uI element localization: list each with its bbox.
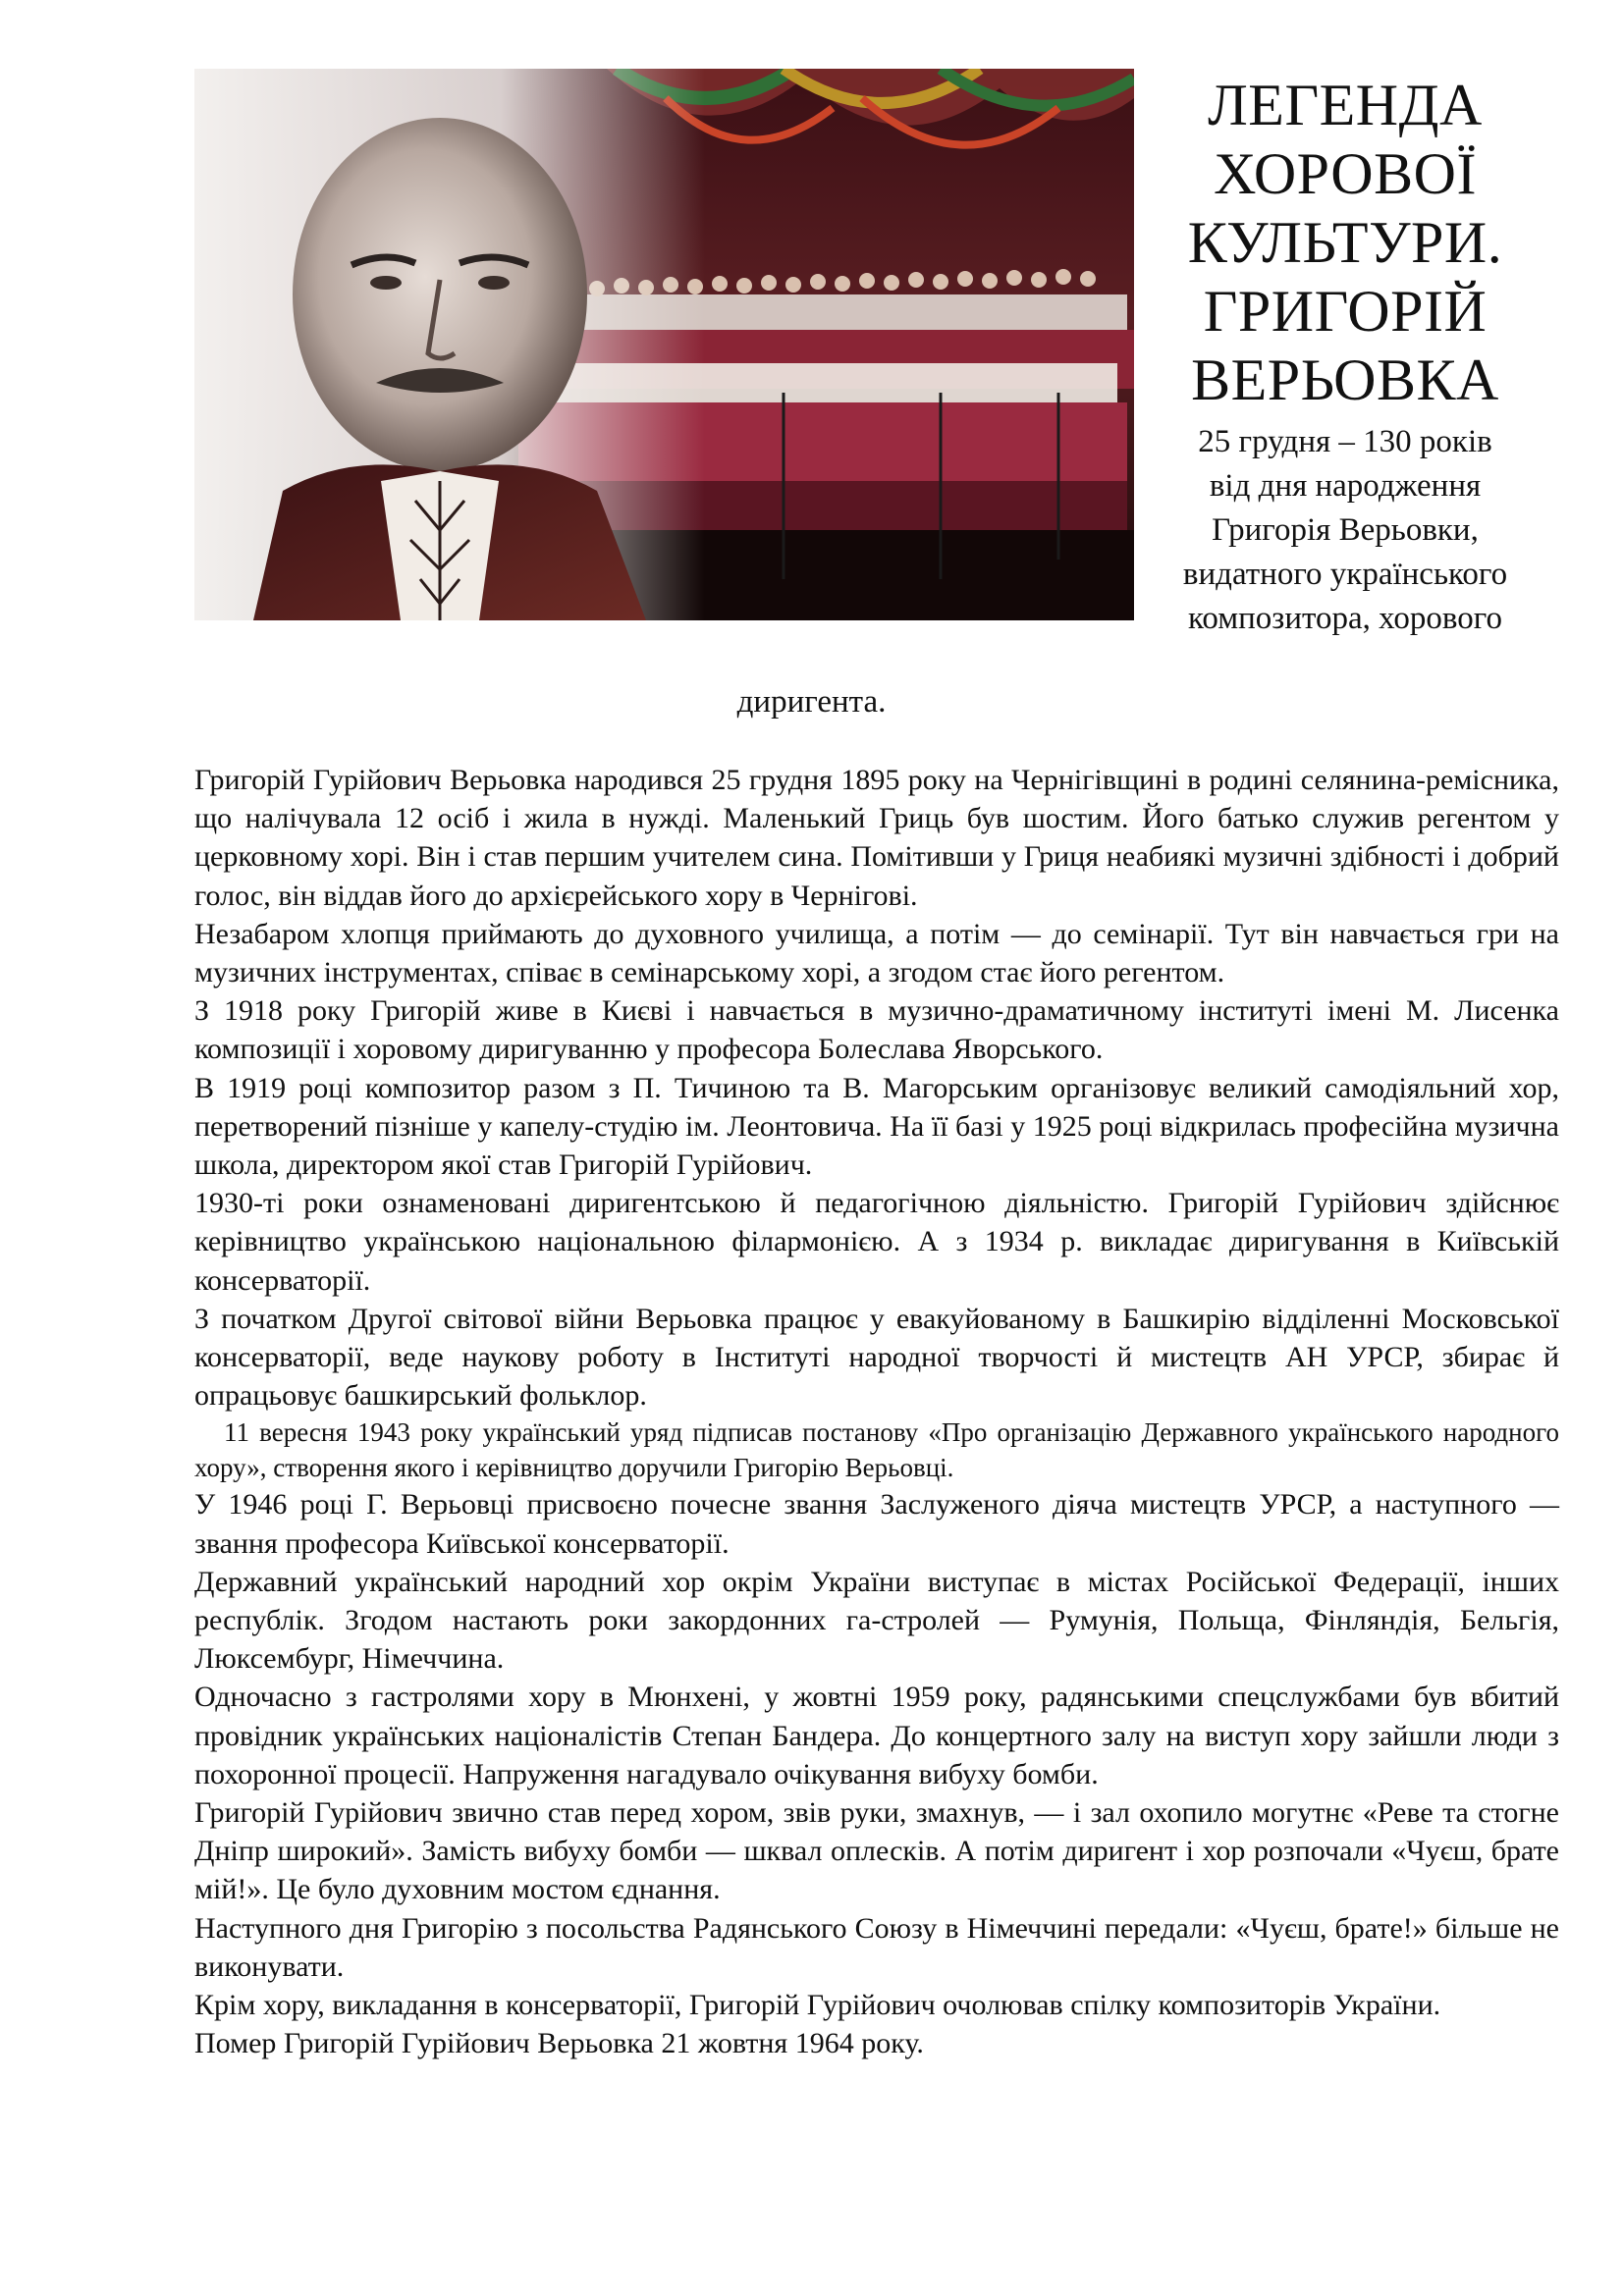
subtitle-line-3: Григорія Верьовки, [1212,512,1479,548]
header-photo-collage [194,69,1134,620]
paragraph-embassy: Наступного дня Григорію з посольства Радянського Союзу в Німеччині передали: «Чуєш, брате!» більше не виконувати. [194,1911,1559,1983]
paragraph-1946: У 1946 році Г. Верьовці присвоєно почесне звання Заслуженого діяча мистецтв УРСР, а наступного — звання професора Київської консерваторії. [194,1488,1559,1560]
paragraph-munich: Одночасно з гастролями хору в Мюнхені, у жовтні 1959 року, радянськими спецслужбами був вбитий провідник українських націоналістів Степан Бандера. До концертного залу на виступ хору зайшли люди з похоронної процесії. Напруження нагадувало очікування вибуху бомби. [194,1681,1559,1790]
paragraph-concert: Григорій Гурійович звично став перед хором, звів руки, змахнув, — і зал охопило могутнє «Реве та стогне Дніпр широкий». Замість вибуху бомби — шквал оплесків. А потім диригент і хор розпочали «Чуєш, брате мій!». Це було духовним мостом єднання. [194,1796,1559,1906]
paragraph-kyiv: З 1918 року Григорій живе в Києві і навчається в музично-драматичному інституті імені М. Лисенка композиції і хоровому диригуванню у професора Болеслава Яворського. [194,994,1559,1066]
subtitle-line-2: від дня народження [1209,468,1482,504]
paragraph-war: З початком Другої світової війни Верьовка працює у евакуйованому в Башкирію відділенні Московської консерваторії, веде наукову роботу в Інституті народної творчості й мистецтв АН УРСР, збирає й опрацьовує башкирський фольклор. [194,1302,1559,1413]
subtitle-last-line: диригента. [736,684,887,720]
subtitle-line-4: видатного українського [1182,557,1508,592]
paragraph-1930s: 1930-ті роки ознаменовані диригентською й педагогічною діяльністю. Григорій Гурійович здійснює керівництво українською національною філармонією. А з 1934 р. викладає диригування в Київській консерваторії. [194,1187,1559,1297]
title-line-3: КУЛЬТУРИ. [1187,210,1503,275]
title-line-1: ЛЕГЕНДА [1208,73,1483,137]
page-title [1147,71,1543,414]
subtitle [1147,420,1543,641]
paragraph-1943: 11 вересня 1943 року український уряд підписав постанову «Про організацію Державного українського народного хору», створення якого і керівництво доручили Григорію Верьовці. [194,1417,1559,1483]
title-line-4: ГРИГОРІЙ [1203,279,1488,344]
paragraph-tours: Державний український народний хор окрім України виступає в містах Російської Федерації, інших республік. Згодом настають роки закордонних га-стролей — Румунія, Польща, Фінляндія, Бельгія, Люксембург, Німеччина. [194,1565,1559,1676]
article-body [194,761,1559,2063]
paragraph-death: Помер Григорій Гурійович Верьовка 21 жовтня 1964 року. [194,2027,924,2060]
paragraph-1919: В 1919 році композитор разом з П. Тичиною та В. Магорським організовує великий самодіяльний хор, перетворений пізніше у капелу-студію ім. Леонтовича. На її базі у 1925 році відкрилась професійна музична школа, директором якої став Григорій Гурійович. [194,1071,1559,1182]
subtitle-line-1: 25 грудня – 130 років [1198,424,1492,459]
paragraph-seminary: Незабаром хлопця приймають до духовного училища, а потім — до семінарії. Тут він навчається гри на музичних інструментах, співає в семінарському хорі, а згодом стає його регентом. [194,917,1559,989]
paragraph-birth: Григорій Гурійович Верьовка народився 25 грудня 1895 року на Чернігівщині в родині селянина-ремісника, що налічувала 12 осіб і жила в нужді. Маленький Гриць був шостим. Його батько служив регентом у церковному хорі. Він і став першим учителем сина. Помітивши у Гриця неабиякі музичні здібності і добрий голос, він віддав його до архієрейського хору в Чернігові. [194,764,1559,912]
paragraph-union: Крім хору, викладання в консерваторії, Григорій Гурійович очолював спілку композиторів України. [194,1989,1441,2022]
title-line-5: ВЕРЬОВКА [1191,347,1499,412]
title-line-2: ХОРОВОЇ [1214,141,1477,206]
subtitle-line-5: композитора, хорового [1188,601,1502,636]
